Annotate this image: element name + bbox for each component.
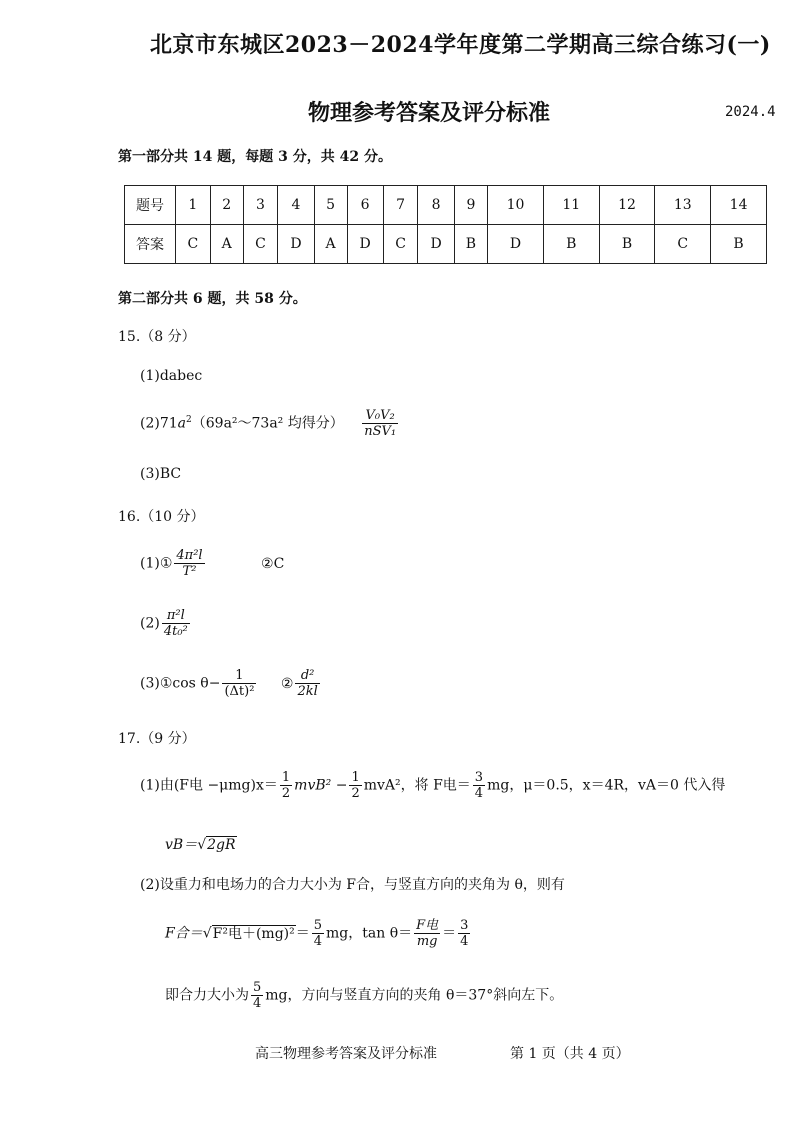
q17-result-prefix: vB＝ [165, 837, 198, 853]
answer-cell: D [488, 225, 544, 264]
force-ratio-fraction [414, 918, 440, 949]
fraction-numerator: d² [295, 668, 319, 684]
fraction-numerator: 5 [313, 918, 323, 933]
question-number-cell: 1 [176, 186, 211, 225]
answer-cell: B [599, 225, 655, 264]
question-number-cell: 14 [711, 186, 767, 225]
part2-heading: 第二部分共 6 题，共 58 分。 [118, 291, 307, 307]
answer-cell: D [418, 225, 454, 264]
fraction-denominator: (Δt)² [224, 684, 255, 699]
question-number-cell: 3 [243, 186, 278, 225]
half-fraction [280, 770, 292, 801]
q15-answer-3: (3)BC [140, 466, 182, 482]
q15-answer-2: $(2)71a^2(69a^2\sim 73a^2$ 均得分） $\frac{\text{V₀V₂}}{\text{nSV₁}}$ [140, 408, 397, 439]
answer-cell: C [176, 225, 211, 264]
fraction-denominator: 4t₀² [163, 624, 188, 639]
fraction-numerator: π²l [162, 608, 190, 624]
question-number-cell: 12 [599, 186, 655, 225]
document-date: 2024.4 [725, 104, 776, 120]
fraction-denominator: 2kl [297, 684, 318, 699]
q17-p2-eq-a: F合＝ [165, 925, 203, 942]
q15-label: 15.（8 分） [118, 329, 196, 345]
q17-p2-eq-b: ＝ [295, 925, 310, 942]
fraction-numerator: 3 [460, 918, 469, 933]
q16-a3-b: ② [280, 675, 294, 692]
question-number-cell: 13 [655, 186, 711, 225]
q17-p1-b: mvB² − [294, 777, 348, 794]
q17-part1-equation [140, 770, 725, 801]
fraction-denominator: 4 [313, 934, 323, 949]
q17-concl-b: mg，方向与竖直方向的夹角 θ＝37°斜向左下。 [265, 987, 564, 1004]
three-quarter-fraction [473, 770, 485, 801]
answer-cell: B [454, 225, 487, 264]
question-number-cell: 4 [278, 186, 314, 225]
q15-a2-fraction [362, 408, 398, 439]
fraction-denominator: 4 [253, 996, 262, 1011]
q17-p2-eq-d: ＝ [442, 925, 457, 942]
document-subtitle: 物理参考答案及评分标准 [308, 100, 551, 126]
q16-a3-prefix: (3)①cos θ− [140, 675, 221, 692]
row-label-answer: 答案 [125, 225, 176, 264]
question-number-cell: 11 [543, 186, 599, 225]
answer-cell: C [243, 225, 278, 264]
document-title: 北京市东城区2023－2024学年度第二学期高三综合练习(一) [150, 32, 771, 58]
answer-cell: C [655, 225, 711, 264]
answer-cell: B [711, 225, 767, 264]
fraction-denominator: 2 [351, 786, 360, 801]
q17-part1-result: vB＝√2gR [165, 837, 236, 853]
q17-p2-radicand: F²电＋(mg)² [212, 925, 295, 942]
five-quarter-fraction [251, 980, 263, 1011]
q15-a2-range: （69a²～73a² 均得分） [191, 415, 344, 432]
q17-part2-conclusion [165, 980, 563, 1011]
q15-a2-prefix: (2)71 [140, 415, 178, 432]
question-number-cell: 7 [383, 186, 418, 225]
answer-cell: A [210, 225, 243, 264]
three-quarter-fraction [458, 918, 470, 949]
q17-part2-text: (2)设重力和电场力的合力大小为 F合，与竖直方向的夹角为 θ，则有 [140, 877, 565, 893]
q15-answer-1: (1)dabec [140, 368, 203, 384]
fraction-denominator: 4 [460, 934, 469, 949]
question-number-cell: 10 [488, 186, 544, 225]
half-fraction [349, 770, 361, 801]
question-number-cell: 8 [418, 186, 454, 225]
fraction-denominator: mg [416, 934, 438, 949]
q17-p2-eq-c: mg，tan θ＝ [326, 925, 413, 942]
q16-a1-b: ②C [261, 555, 285, 572]
fraction-denominator: 4 [474, 786, 484, 801]
q16-label: 16.（10 分） [118, 509, 205, 525]
q16-a3-b-fraction [295, 668, 319, 699]
answer-cell: B [543, 225, 599, 264]
q16-a1-fraction [174, 548, 204, 579]
q16-answer-1 [140, 548, 284, 579]
fraction-numerator: 1 [351, 770, 360, 785]
q16-a3-fraction [222, 668, 256, 699]
part1-heading: 第一部分共 14 题，每题 3 分，共 42 分。 [118, 149, 392, 165]
fraction-numerator: 3 [474, 770, 484, 785]
row-label-question: 题号 [125, 186, 176, 225]
q16-a1-prefix: (1)① [140, 555, 173, 572]
answer-cell: A [314, 225, 347, 264]
q17-p1-c: mvA²，将 F电＝ [363, 777, 471, 794]
answer-table [124, 185, 767, 264]
fraction-numerator: 1 [222, 668, 256, 684]
fraction-numerator: 4π²l [176, 548, 203, 563]
q16-a2-fraction [162, 608, 190, 639]
q16-answer-2 [140, 608, 192, 639]
answer-cell: C [383, 225, 418, 264]
answer-cell: D [347, 225, 383, 264]
question-number-cell: 9 [454, 186, 487, 225]
q17-part2-equation: F合＝√F²电＋(mg)²＝ $\frac{5}{4}$ mg，tan θ＝ $\frac{\text{F电}}{mg}$ ＝ $\frac{3}{4}$ [165, 918, 469, 949]
question-number-cell: 2 [210, 186, 243, 225]
five-quarter-fraction [312, 918, 324, 949]
fraction-numerator: 5 [253, 980, 262, 995]
q17-label: 17.（9 分） [118, 731, 196, 747]
question-number-cell: 6 [347, 186, 383, 225]
fraction-denominator: 2 [281, 786, 291, 801]
footer-page-number: 第 1 页（共 4 页） [510, 1046, 630, 1062]
q17-p1-d: mg，μ＝0.5，x＝4R，vA＝0 代入得 [487, 777, 726, 794]
table-row [125, 225, 767, 264]
fraction-denominator: nSV₁ [364, 424, 397, 439]
q16-answer-3 [140, 668, 322, 699]
answer-cell: D [278, 225, 314, 264]
q17-p1-a: (1)由(F电 −μmg)x＝ [140, 777, 278, 794]
q17-concl-a: 即合力大小为 [165, 987, 249, 1004]
q16-a2-prefix: (2) [140, 615, 160, 632]
q17-result-radicand: 2gR [207, 837, 236, 853]
question-number-cell: 5 [314, 186, 347, 225]
fraction-numerator: 1 [281, 770, 291, 785]
footer-title: 高三物理参考答案及评分标准 [255, 1046, 437, 1062]
fraction-numerator: F电 [416, 918, 439, 933]
table-row [125, 186, 767, 225]
fraction-denominator: T² [182, 564, 197, 579]
fraction-numerator: V₀V₂ [362, 408, 398, 424]
